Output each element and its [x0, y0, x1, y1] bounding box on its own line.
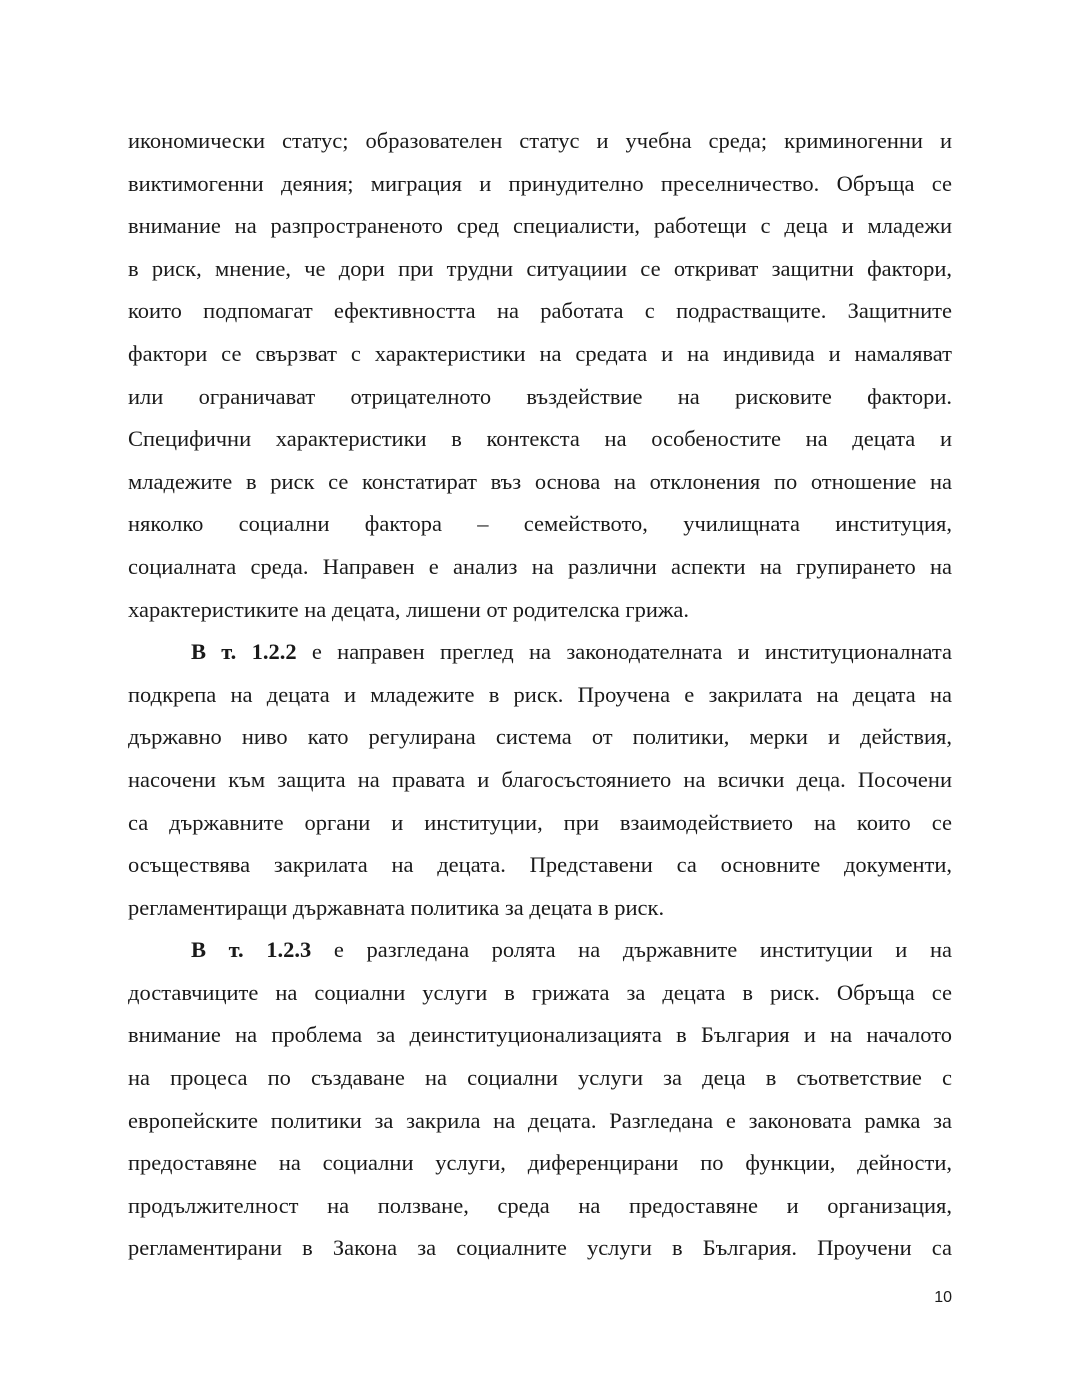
- text-line: или ограничават отрицателното въздействие на рисковите фактори.: [128, 383, 952, 409]
- text-line: икономически статус; образователен статус и учебна среда; криминогенни и: [128, 128, 952, 153]
- text-line: внимание на проблема за деинституционализацията в България и на началото: [128, 1022, 952, 1048]
- text-line: регламентиращи държавната политика за децата в риск.: [128, 894, 665, 920]
- text-line: са държавните органи и институции, при взаимодействието на които се: [128, 809, 952, 835]
- text-line: държавно ниво като регулирана система от политики, мерки и действия,: [128, 724, 952, 750]
- text-line: в риск, мнение, че дори при трудни ситуациии се откриват защитни фактори,: [128, 255, 952, 281]
- text-line: които подпомагат ефективността на работата с подрастващите. Защитните: [128, 298, 952, 324]
- text-line: осъществява закрилата на децата. Представени са основните документи,: [128, 852, 952, 878]
- text-line: на процеса по създаване на социални услуги за деца в съответствие с: [128, 1065, 952, 1091]
- text-line: подкрепа на децата и младежите в риск. Проучена е закрилата на децата на: [128, 681, 952, 707]
- text-line: доставчиците на социални услуги в грижата за децата в риск. Обръща се: [128, 979, 952, 1005]
- text-span: е разгледана ролята на държавните институции и на: [333, 937, 952, 963]
- section-reference: В т. 1.2.2: [191, 639, 297, 665]
- paragraph-first-line: [128, 929, 952, 972]
- text-line: младежите в риск се констатират въз основа на отклонения по отношение на: [128, 468, 952, 494]
- text-line: фактори се свързват с характеристики на средата и на индивида и намаляват: [128, 340, 952, 366]
- text-line: социалната среда. Направен е анализ на различни аспекти на групирането на: [128, 553, 952, 579]
- section-reference: В т. 1.2.3: [191, 937, 312, 963]
- text-line: характеристиките на децата, лишени от родителска грижа.: [128, 596, 690, 622]
- text-line: виктимогенни деяния; миграция и принудително преселничество. Обръща се: [128, 170, 952, 196]
- text-line: няколко социални фактора – семейството, училищната институция,: [128, 511, 952, 537]
- text-span: е направен преглед на законодателната и институционалната: [311, 639, 952, 665]
- text-line: регламентирани в Закона за социалните услуги в България. Проучени са: [128, 1235, 952, 1261]
- text-line: продължителност на ползване, среда на предоставяне и организация,: [128, 1192, 952, 1218]
- text-line: внимание на разпространеното сред специалисти, работещи с деца и младежи: [128, 213, 952, 239]
- body-text: [128, 120, 952, 1270]
- text-line: Специфични характеристики в контекста на особеностите на децата и: [128, 426, 952, 452]
- text-line: европейските политики за закрила на децата. Разгледана е законовата рамка за: [128, 1107, 952, 1133]
- paragraph-first-line: [128, 631, 952, 674]
- text-line: предоставяне на социални услуги, диференцирани по функции, дейности,: [128, 1150, 952, 1176]
- page-number: 10: [934, 1289, 952, 1306]
- text-line: насочени към защита на правата и благосъстоянието на всички деца. Посочени: [128, 766, 952, 792]
